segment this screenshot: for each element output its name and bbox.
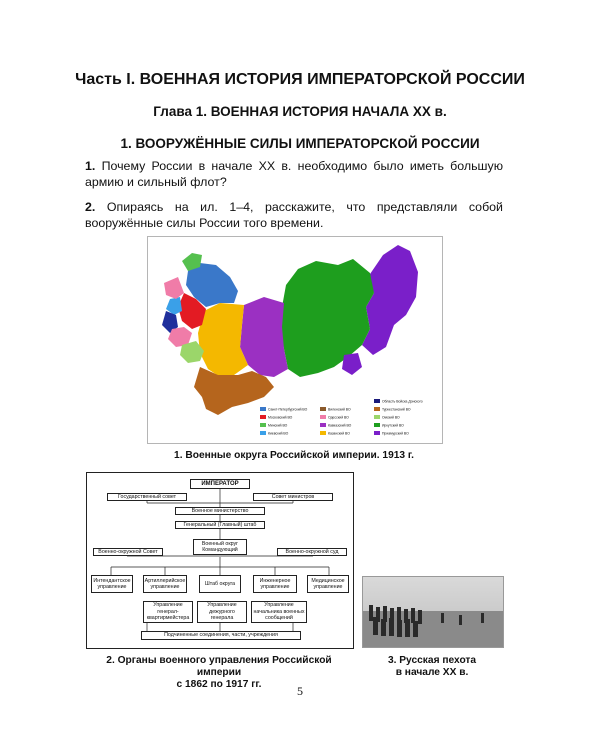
figure-3-caption-line-1: 3. Русская пехота	[387, 655, 477, 666]
page-number: 5	[297, 684, 303, 698]
region-priamursky	[362, 245, 418, 355]
box-military-district: Военный округ Командующий	[193, 539, 247, 555]
military-districts-map	[147, 236, 443, 444]
box-district-hq: Штаб округа	[199, 575, 241, 593]
chapter-title: Глава 1. ВОЕННАЯ ИСТОРИЯ НАЧАЛА XX в.	[153, 104, 447, 119]
box-war-ministry: Военное министерство	[175, 507, 265, 515]
section-title: 1. ВООРУЖЁННЫЕ СИЛЫ ИМПЕРАТОРСКОЙ РОССИИ	[120, 136, 480, 151]
figure-1-caption: 1. Военные округа Российской империи. 1913 г.	[174, 450, 414, 461]
svg-text:Одесский ВО: Одесский ВО	[328, 415, 349, 420]
figure-2-caption-line-2: с 1862 по 1917 гг.	[176, 679, 262, 690]
svg-text:Приамурский ВО: Приамурский ВО	[382, 431, 409, 436]
map-graphic	[148, 237, 442, 443]
question-1	[85, 158, 503, 190]
svg-text:Туркестанский ВО: Туркестанский ВО	[382, 407, 411, 412]
map-legend	[260, 399, 423, 436]
question-2-number: 2.	[85, 200, 96, 214]
box-general-staff: Генеральный (Главный) штаб	[175, 521, 265, 529]
figure-3-caption	[362, 655, 502, 679]
legend-col-1	[260, 407, 308, 436]
box-engineering: Инженерное управление	[253, 575, 297, 593]
photo-graphic	[363, 577, 503, 647]
svg-text:Санкт-Петербургский ВО: Санкт-Петербургский ВО	[268, 407, 308, 412]
box-emperor: ИМПЕРАТОР	[190, 479, 250, 489]
question-1-number: 1.	[85, 159, 96, 173]
svg-text:Минский ВО: Минский ВО	[268, 423, 288, 428]
box-quartermaster: Управление генерал-квартирмейстера	[143, 601, 193, 623]
box-district-council: Военно-окружной Совет	[93, 548, 163, 556]
svg-text:Область Войска Донского: Область Войска Донского	[382, 399, 423, 404]
box-artillery: Артиллерийское управление	[143, 575, 187, 593]
region-kazan	[198, 303, 248, 377]
question-1-text: Почему России в начале XX в. необходимо было иметь большую армию и сильный флот?	[85, 159, 503, 189]
box-council-ministers: Совет министров	[253, 493, 333, 501]
box-state-council: Государственный совет	[107, 493, 187, 501]
box-subordinate: Подчиненные соединения, части, учреждения	[141, 631, 301, 640]
box-intendant: Интендантское управление	[91, 575, 133, 593]
svg-text:Виленский ВО: Виленский ВО	[328, 407, 351, 412]
legend-col-2	[320, 407, 352, 436]
svg-text:Кавказский ВО: Кавказский ВО	[328, 423, 352, 428]
military-administration-chart	[86, 472, 354, 649]
question-2-text: Опираясь на ил. 1–4, расскажите, что представляли собой вооружённые силы России того времени.	[85, 200, 503, 230]
svg-text:Иркутский ВО: Иркутский ВО	[382, 423, 404, 428]
box-military-communications: Управление начальника военных сообщений	[251, 601, 307, 623]
box-medical: Медицинское управление	[307, 575, 349, 593]
svg-text:Московский ВО: Московский ВО	[268, 415, 293, 420]
box-duty-general: Управление дежурного генерала	[197, 601, 247, 623]
svg-text:Омский ВО: Омский ВО	[382, 415, 400, 420]
svg-text:Казанский ВО: Казанский ВО	[328, 431, 350, 436]
infantry-photo	[362, 576, 504, 648]
region-vilna	[164, 277, 184, 299]
figure-3-caption-line-2: в начале XX в.	[395, 667, 469, 678]
question-2	[85, 199, 503, 231]
region-irkutsk	[280, 259, 374, 377]
svg-text:Киевский ВО: Киевский ВО	[268, 431, 289, 436]
part-title: Часть I. ВОЕННАЯ ИСТОРИЯ ИМПЕРАТОРСКОЙ РОССИИ	[75, 71, 525, 88]
box-district-court: Военно-окружной суд	[277, 548, 347, 556]
legend-col-3	[374, 399, 423, 436]
figure-2-caption-line-1: 2. Органы военного управления Российской империи	[106, 655, 332, 678]
